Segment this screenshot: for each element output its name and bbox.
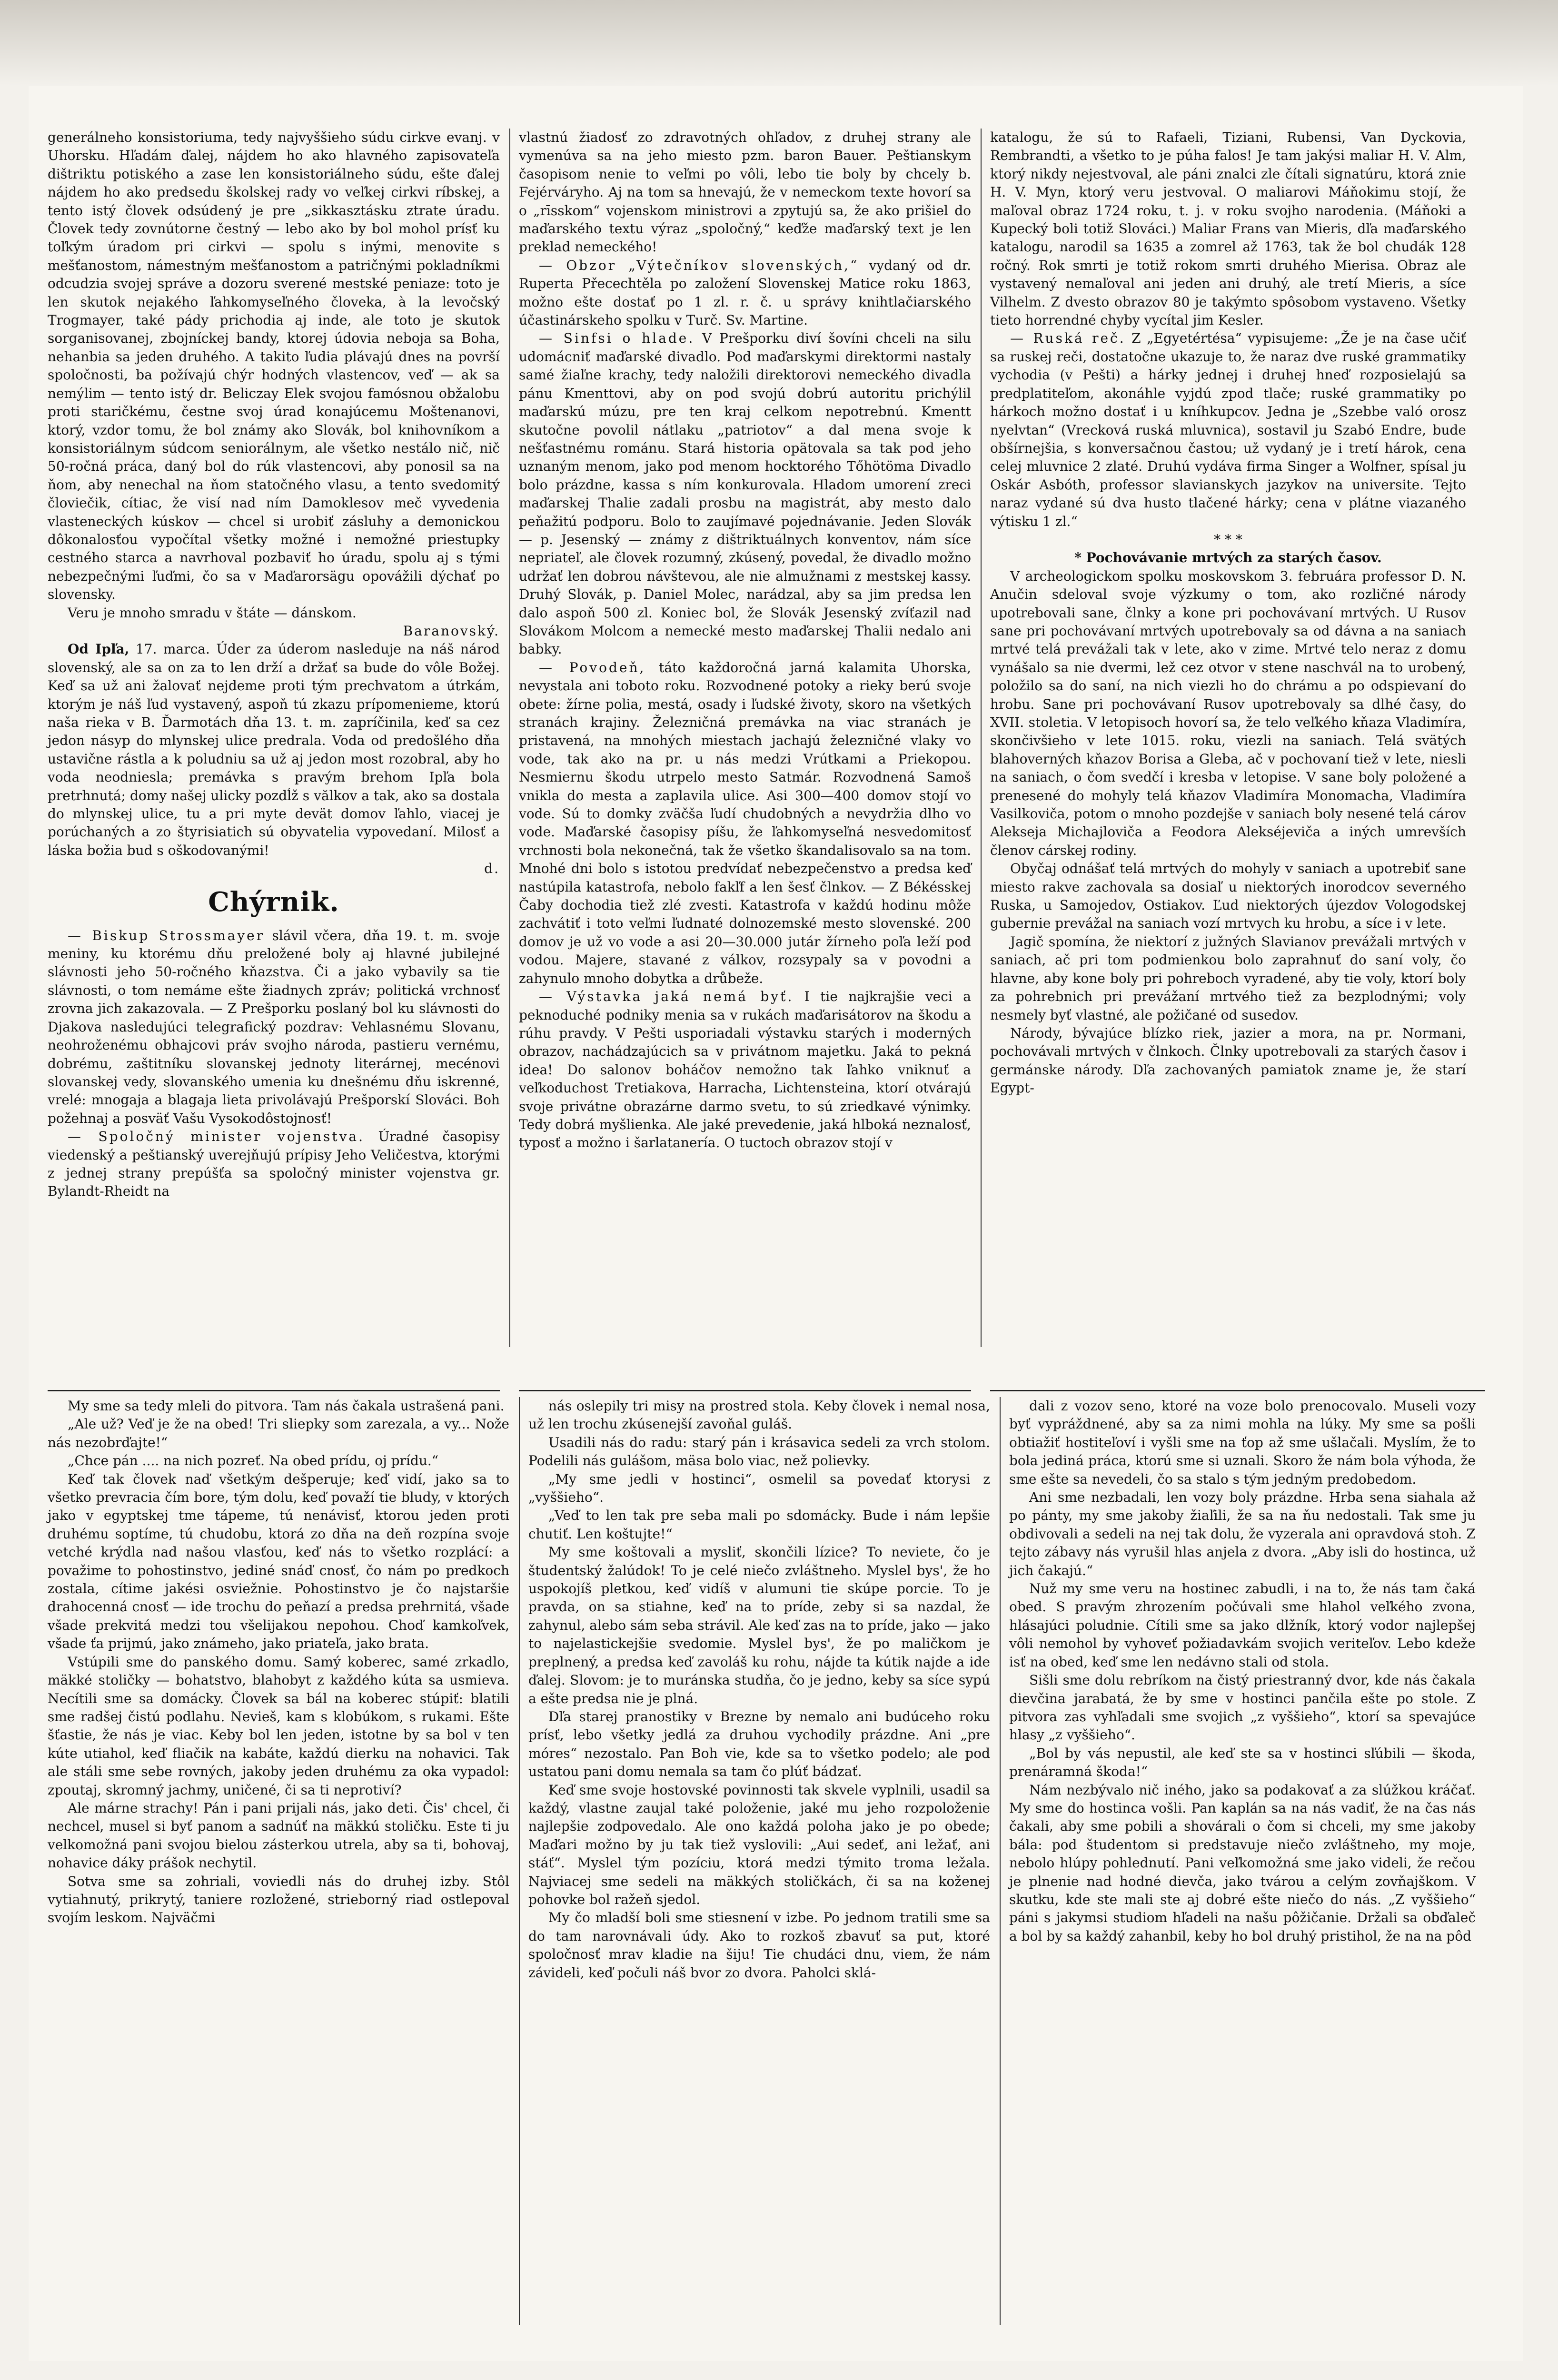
column-2	[519, 129, 971, 1152]
news-lead: — Sinfsi o hlade.	[539, 330, 695, 347]
article-text: V Prešporku diví šovíni chceli na silu udomácniť maďarské divadlo. Pod maďarskymi direktormi nastaly samé žiaľne krachy, tedy naložili direktorovi nemeckého divadla pánu Kmenttovi, aby on pod svojú dobrú autoritu prichýlil maďarskú múzu, pre ten kraj celkom nepotrebnú. Kmentt skutočne povolil nátlaku „patriotov“ a dal mena svoje k nešťastnému románu. Stará historia opätovala sa tak pod jeho uznaným menom, jako pod menom hocktorého Tőhötöma Divadlo bolo prázdne, kassa s ním konkurovala. Hladom umorení zreci maďarskej Thalie zadali prosbu na magistrát, aby mesto dalo peňažitú podporu. Bolo to zaujímavé pojednávanie. Jeden Slovák — p. Jesenský — známy z dištriktuálnych konventov, nám síce nepriateľ, ale človek rozumný, zkúsený, povedal, že divadlo možno udržať len dobrou návštevou, ale nie almužnami z mestskej kassy. Druhý Slovák, p. Daniel Molec, narádzal, aby sa jim predsa len dalo aspoň 500 zl. Koniec bol, že Slovák Jesenský zvíťazil nad Slovákom Molcom a nemecké mesto maďarskej Thalii nedalo ani babky.	[519, 330, 971, 657]
article-text: generálneho konsistoriuma, tedy najvyššieho súdu cirkve evanj. v Uhorsku. Hľadám ďalej, nájdem ho ako hlavného zapisovateľa dištriktu potiského a zase len konsistoriálneho súdu, ešte ďalej nájdem ho ako predsedu školskej rady vo veľkej cirkvi ríbskej, a tento istý človek odsúdený je pre „sikkasztásku ztrate úradu. Človek tedy zovnútorne čestný — lebo ako by bol mohol prísť ku toľkým úradom pri cirkvi — spolu s inými, menovite s mešťanostom, námestným mešťanostom a patričnými pokladníkmi odcudzia svojej správe a dozoru sverené mestské peniaze: toto je len skutok nejakého ľahkomyseľného človeka, à la levočský Trogmayer, také pády prichodia aj inde, ale toto je skutok sorganisovanej, zbojníckej bandy, ktorej údovia neboja sa Boha, nehanbia sa jeden druhého. A takito ľudia plávajú dnes na površí spoločnosti, ba požívajú chýr hodných vlastencov, veď — ak sa nemýlim — tento istý dr. Beliczay Elek svojou famósnou obžalobu proti staričkému, čestne svoj úrad konajúcemu Moštenanovi, ktorý, vzdor tomu, že bol známy ako Slovák, bol knihovníkom a konsistoriálnym súdcom seniorálnym, ale všetko nestálo nič, nič 50-ročná práca, daný bol do rúk vlastencovi, aby ponosil sa na ňom, aby nenechal na ňom statočného vlasu, a tento svedomitý človiečik, cítiac, že visí nad ním Damoklesov meč vyvedenia vlasteneckých kúskov — chcel si urobiť zásluhy a demonickou dôkonalosťou vypočítal všetky možné i nemožné priestupky cestného starca a navrhoval pozbaviť ho úradu, spolu aj s tými nebezpečnými ľuďmi, čo sa v Maďarorsägu opovážili dýchať po slovensky.	[48, 129, 500, 603]
feuilleton-text: Usadili nás do radu: starý pán i krásavica sedeli za vrch stolom. Podelili nás gulášom, mäsa bolo viac, než polievky.	[528, 1434, 990, 1469]
news-item	[48, 927, 500, 1128]
page-top-edge	[0, 0, 1558, 86]
section-divider-stars: * * *	[1214, 531, 1242, 547]
article-text: Z „Egyetértésa“ vypisujeme: „Že je na čase učiť sa ruskej reči, dostatočne ukazuje to, že naraz dve ruské grammatiky vychodia (v Pešti) a hárky jednej i druhej hneď rozposielajú sa predplatiteľom, akonáhle vyjdú zpod tlače; ruské grammatiky po hárkoch možno dostať i u kníhkupcov. Jedna je „Szebbe való orosz nyelvtan“ (Vrecková ruská mluvnica), sostavil ju Szabó Endre, bude obšírnejšia, s konversačnou častou; už vydaný je i tretí hárok, cena celej mluvnice 2 zlaté. Druhú vydáva firma Singer a Wolfner, spísal ju Oskár Asbóth, professor slavianskych jazykov na universite. Tejto naraz vydané sú dva husto tlačené hárky; cena v plátne viazaného výtisku 1 zl.“	[990, 330, 1467, 529]
feuilleton-text: „Bol by vás nepustil, ale keď ste sa v hostinci sľúbili — škoda, prenáramná škoda!“	[1009, 1745, 1476, 1780]
feuilleton-text: „Chce pán .... na nich pozreť. Na obed prídu, oj prídu.“	[68, 1453, 439, 1469]
news-item	[519, 257, 971, 330]
feuilleton-text: Vstúpili sme do panského domu. Samý koberec, samé zrkadlo, mäkké stoličky — bohatstvo, blahobyt z každého kúta sa usmieva. Necítili sme sa domácky. Človek sa bál na koberec stúpiť: blatili sme radšej čistú podlahu. Nevieš, kam s klobúkom, s rukami. Ešte šťastie, že nás je viac. Keby bol len jeden, istotne by sa bol v ten kúte utiahol, keď fliačik na kabáte, každú dierku na nohavici. Tak ale stáli sme sebe rovných, jakoby jeden druhému za oka vypadol: zpoutaj, skromný jachmy, uničené, či sa ti neprotiví?	[48, 1654, 509, 1798]
article-text: I tie najkrajšie veci a peknoduché podniky menia sa v rukách maďarisátorov na škodu a rúhu pravdy. V Pešti usporiadali výstavku starých i moderných obrazov, nachádzajúcich sa v privátnom majetku. Jaká to pekná idea! Do salonov boháčov nemožno tak ľahko vniknuť a veľkoduchost Tretiakova, Harracha, Lichtensteina, ktorí otvárajú svoje privátne obrazárne darmo svetu, to sú zriedkavé výnimky. Tedy dobrá myšlienka. Ale jaké prevedenie, jaká hlboká neznalosť, typosť a možno i šarlatanería. O tuctoch obrazov stojí v	[519, 989, 972, 1151]
article-text: katalogu, že sú to Rafaeli, Tiziani, Rubensi, Van Dyckovia, Rembrandti, a všetko to je púha falos! Je tam jakýsi maliar H. V. Alm, ktorý nikdy nejestvoval, ale páni znalci zle čítali signatúru, ktorá znie H. V. Myn, ktorý veru jestvoval. O maliarovi Máňokimu stojí, že maľoval obraz 1724 roku, t. j. v roku svojho narodenia. (Máňoki a Kupecký boli totiž Slováci.) Maliar Frans van Mieris, dľa maďarského katalogu, narodil sa 1635 a zomrel až 1763, tak že bol chudák 128 ročný. Rok smrti je totiž rokom smrti druhého Mierisa. Obraz ale vystavený nemaľoval ani jeden ani druhý, ale tretí Mieris, a síce Vilhelm. Z dvesto obrazov 80 je takýmto spôsobom vystaveno. Všetky tieto horrendné chyby vycítal jim Kesler.	[990, 129, 1466, 328]
article-text: Veru je mnoho smradu v štáte — dánskom.	[68, 605, 357, 621]
article-heading: * Pochovávanie mrtvých za starých časov.	[1074, 550, 1382, 566]
news-item	[990, 329, 1466, 530]
column-rule	[509, 129, 510, 1347]
signature: Baranovský.	[403, 623, 500, 639]
news-lead: — Výstavka jaká nemá byť.	[539, 989, 794, 1005]
feuilleton-text: Ale márne strachy! Pán i pani prijali nás, jako deti. Čis' chcel, či nechcel, musel si byť panom a sadnúť na mäkkú stoličku. Este ti ju velkomožná pani svojou bielou zásterkou utrela, aby sa ti, bohovaj, nohavice dáky prášok nechytil.	[48, 1800, 509, 1871]
article-text: V archeologickom spolku moskovskom 3. februára professor D. N. Anučin sdeloval svoje výzkumy o tom, ako rozličné národy upotrebovali sane, člnky a kone pri pochovávaní mrtvých. U Rusov sane pri pochovávaní mrtvých upotrebovaly sa od dávna a na saniach mrtvé telá prevážali tak v lete, ako v zime. Mrtvé telo neraz z domu vynášalo sa nie dvermi, lež cez otvor v stene naschvál na to urobený, položilo sa do saní, na nich viezli ho do chrámu a po odspievaní do hrobu. Sane pri pochovávaní Rusov upotrebovaly sa dlhé časy, do XVII. stoletia. V letopisoch hovorí sa, že telo veľkého kňaza Vladimíra, skončivšieho v lete 1015. roku, viezli na saniach. Telá svätých blahoverných kňazov Borisa a Gleba, ač v pochovaní tiež v lete, niesli na saniach, o čom svedčí i kresba v letopise. V sane boly položené a prenesené do mohyly telá kňazov Vladimíra Monomacha, Vladimíra Vasilkoviča, potom o mnoho pozdejše v saniach boly nesené telá cárov Alekseja Michajloviča a Feodora Alekséjeviča a iných umrevších členov cárskej rodiny.	[990, 568, 1466, 858]
dateline: Od Ipľa,	[68, 641, 129, 657]
column-rule	[981, 129, 982, 1347]
feuilleton-text: Nuž my sme veru na hostinec zabudli, i na to, že nás tam čaká obed. S pravým zhrozením počúvali sme hlahol veľkého zvona, hlásajúci poludnie. Cítili sme sa jako dlžník, ktorý vodor najlepšej vôli nemohol by vyhoveť požiadavkám svojich veriteľov. Lebo kdeže isť na obed, keď sme len nedávno stali od stola.	[1009, 1581, 1476, 1670]
article-text: vlastnú žiadosť zo zdravotných ohľadov, z druhej strany ale vymenúva sa na jeho miesto pzm. baron Bauer. Peštianskym časopisom nenie to veľmi po vôli, lebo tie boly by chcely b. Fejérváryho. Aj na tom sa hnevajú, že v nemeckom texte hovorí sa o „rīsskom“ vojenskom ministrovi a zpytujú sa, že ako prišiel do maďarského textu výraz „spoločný,“ keďže maďarský text je len preklad nemeckého!	[519, 129, 971, 255]
feuilleton-text: „Ale už? Veď je že na obed! Tri sliepky som zarezala, a vy... Nože nás nezobrďajte!“	[48, 1416, 509, 1450]
feuilleton-text: dali z vozov seno, ktoré na voze bolo prenocovalo. Museli vozy byť vypráždnené, aby sa za nimi mohla na lúky. My sme sa pošli obtiažiť hostiteľoví i vyšli sme na ťop až sme ušlačali. Myslím, že to bola jediná práca, ktorú sme si uznali. Skoro že nám bola výhoda, že sme ešte sa nevedeli, čo sa stalo s tým jedným predobedom.	[1009, 1398, 1476, 1487]
news-item	[519, 329, 971, 658]
feuilleton-text: nás oslepily tri misy na prostred stola. Keby človek i nemal nosa, už len trochu zkúsenejší zavoňal guláš.	[528, 1398, 990, 1432]
news-lead: — Biskup Strossmayer	[68, 927, 265, 943]
feuilleton-column-3	[1009, 1397, 1476, 1945]
feuilleton-text: Dľa starej pranostiky v Brezne by nemalo ani budúceho roku prísť, lebo všetky jedlá za druhou vychodily prázdne. Ani „pre móres“ nezostalo. Pan Boh vie, kde sa to všetko podelo; ale pod ustatou pani domu nemala sa tam čo plúť bádzať.	[528, 1708, 990, 1780]
feuilleton-text: My čo mladší boli sme stiesnení v izbe. Po jednom tratili sme sa do tam narovnávali údy. Ako to rozkoš zbavuť sa put, ktoré spoločnosť mrav kladie na šiju! Tie chudáci dnu, viem, že nám závideli, keď počuli náš bvor zo dvora. Paholci sklá-	[528, 1910, 990, 1981]
feuilleton-text: My sme koštovali a mysliť, skončili lízice? To neviete, čo je študentský žalúdok! To je celé niečo zvláštneho. Myslel bys', že ho uspokojíš pletkou, keď vidíš v alumuni tie skúpe porcie. To je pravda, on sa stiahne, keď na to príde, zeby si sa nazdal, že zahynul, alebo sám seba strávil. Ale keď zas na to príde, jako — jako to najelastickejšie svedomie. Myslel bys', že po maličkom je preplnený, a predsa keď zavoláš ku rohu, nájde ta kútik najde a ide ďalej. Slovom: je to muránska studňa, čo je jedno, keby sa síce sypú a ešte predsa nie je plná.	[528, 1544, 990, 1706]
feuilleton-text: „Veď to len tak pre seba mali po sdomácky. Bude i nám lepšie chutiť. Len koštujte!“	[528, 1507, 990, 1542]
column-rule	[519, 1397, 520, 2325]
news-item	[519, 988, 971, 1152]
news-lead: — Ruská reč.	[1010, 330, 1126, 347]
feuilleton-rule	[990, 1390, 1485, 1391]
feuilleton-text: Sotva sme sa zohriali, voviedli nás do druhej izby. Stôl vytiahnutý, prikrytý, taniere rozložené, strieborný riad ostlepoval svojím leskom. Najväčmi	[48, 1873, 509, 1926]
feuilleton-text: „My sme jedli v hostinci“, osmelil sa povedať ktorysi z „vyššieho“.	[528, 1471, 990, 1506]
feuilleton-text: Keď tak človek naď všetkým dešperuje; keď vidí, jako sa to všetko prevracia čím bore, tým dolu, keď považí tie bludy, v ktorých jako v egyptskej tme tápeme, tú nenávisť, ktorou jeden proti druhému soptíme, tú chudobu, ktorá zo dňa na deň rozpína svoje vetché krýdla nad našou vlasťou, keď nás to všetko rozplácí: a považime to pohostinstvo, jediné snáď cnosť, čo nám po predkoch zostala, cítime jakési osviežnie. Pohostinstvo je čo najstaršie drahocenná cnosť — ide trochu do peňazí a predsa prehrnitá, všade všade prekvitá medzi tou všelijakou nepohou. Choď kamkoľvek, všade ťa prijmú, jako známeho, jako priateľa, jako brata.	[48, 1471, 509, 1652]
article-text: Úradné časopisy viedenský a peštianský uverejňujú prípisy Jeho Veličestva, ktorými z jednej strany prepúšťa sa spoločný minister vojenstva gr. Bylandt-Rheidt na	[48, 1129, 500, 1200]
section-heading: Chýrnik.	[208, 886, 339, 918]
news-item	[519, 659, 971, 988]
article-text: slávil včera, dňa 19. t. m. svoje meniny, ku ktorému dňu preložené boly aj hlavné jubilejné slávnosti jeho 50-ročného kňazstva. Či a jako vybavily sa tie slávnosti, o tom nemáme ešte žiadnych zpráv; politická vrchnosť zrovna jich zakazovala. — Z Prešporku poslaný bol ku slávnosti do Djakova nasledujúci telegrafický pozdrav: Vehlasnému Slovanu, neohroženému obhajcovi práv svojho národa, pastieru vernému, dobrému, zaštitníku slovanskej jednoty literárnej, mecénovi slovanskej vedy, slovanského umenia ku dnešnému dňu iskrenné, vrelé: mnogaja a blagaja lieta privolávajú Prešporskí Slováci. Boh požehnaj a posväť Vašu Vysokodôstojnosť!	[48, 927, 500, 1126]
column-rule	[1000, 1397, 1001, 2325]
article-text: vydaný od dr. Ruperta Přecechtěla po založení Slovenskej Matice roku 1863, možno ešte dostať po 1 zl. r. č. u správy knihtlačiarského účastinárskeho spolku v Turč. Sv. Martine.	[519, 257, 971, 328]
feuilleton-text: Ani sme nezbadali, len vozy boly prázdne. Hrba sena siahala až po pánty, my sme jakoby žiaľili, že sa na ňu nedostali. Tak sme ju obdivovali a sedeli na nej tak dolu, že vyzerala ani opravdová stoh. Z tejto zábavy nás vyrušil hlas anjela z dvora. „Aby isli do hostinca, už jich čakajú.“	[1009, 1489, 1476, 1578]
feuilleton-text: Sišli sme dolu rebríkom na čistý priestranný dvor, kde nás čakala dievčina jarabatá, že by sme v hostinci pančila ešte po stole. Z pitvora zas vyhľadali sme svojich „z vyššieho“, ktorí sa spevajúce hlasy „z vyššieho“.	[1009, 1672, 1476, 1743]
article-text	[48, 640, 500, 860]
article-text: Jagič spomína, že niektorí z južných Slavianov prevážali mrtvých v saniach, ač pri tom podmienkou bolo zaprahnuť do saní voly, čo hlavne, aby kone boly pri pohreboch vyradené, aby tie voly, ktorí boly za pohrebnich pri prevážaní mrtvého tiež za bezplodnými; voly nesmely byť vlastné, ale požičané od susedov.	[990, 933, 1466, 1023]
feuilleton-rule	[519, 1390, 971, 1391]
article-text: Národy, bývajúce blízko riek, jazier a mora, na pr. Normani, pochovávali mrtvých v člnkoch. Člnky upotrebovali za starých časov i germánske národy. Dľa zachovaných pamiatok zname je, že starí Egypt-	[990, 1025, 1466, 1096]
feuilleton-text: My sme sa tedy mleli do pitvora. Tam nás čakala ustrašená pani.	[68, 1398, 505, 1414]
news-lead: — Povodeň,	[539, 659, 646, 675]
article-text: Obyčaj odnášať telá mrtvých do mohyly v saniach a upotrebiť sane miesto rakve zachovala sa dosiaľ u niektorých inorodcov severného Ruska, u Samojedov, Ostiakov. Ľud niektorých újezdov Vologodskej gubernie prevážal na saniach vozí mrtvych ku hrobu, a síce i v lete.	[990, 861, 1466, 932]
feuilleton-column-1	[48, 1397, 509, 1927]
feuilleton-rule	[48, 1390, 500, 1391]
news-lead: — Obzor „Výtečníkov slovenských,“	[539, 257, 859, 273]
article-text: táto každoročná jarná kalamita Uhorska, nevystala ani toboto roku. Rozvodnené potoky a rieky berú svoje obete: žírne polia, mestá, osady i ľudské životy, skoro na všetkých stranách krajiny. Železničná premávka na viac stranách je pristavená, na mnohých miestach jachajú železničné vlaky vo vode, tak ako na pr. u nás medzi Vrútkami a Priekopou. Nesmiernu škodu utrpelo mesto Satmár. Rozvodnená Samoš vnikla do mesta a zaplavila ulice. Asi 300—400 domov stojí vo vode. Sú to domky zväčša ľudí chudobných a nevydržia dlho vo vode. Maďarské časopisy píšu, že ľahkomyseľná nesvedomitosť vrchnosti bola nekonečná, tak že všetko škandalisovalo sa na tom. Mnohé dni bolo s istotou predvídať nebezpečenstvo a predsa keď nastúpila katastrofa, nebolo fakľf a len šesť člnkov. — Z Békésskej Čaby dochodia tiež zlé zvesti. Katastrofa v každú hodinu môže zachvátiť i toto veľmi ľudnaté dolnozemské mesto slovenské. 200 domov je už vo vode a asi 20—30.000 jutár žírneho poľa leží pod vodou. Majere, stavané z válkov, rozsypaly sa v povodni a zahynulo mnoho dobytka a drůbeže.	[519, 659, 971, 986]
feuilleton-text: Keď sme svoje hostovské povinnosti tak skvele vyplnili, usadil sa každý, vlastne zaujal také položenie, jaké mu jeho rozpoloženie najlepšie zodpovedalo. Ale ono každá poloha jako je po obede; Maďari možno by ju tak tiež vyslovili: „Aui sedeť, ani ležať, ani stáť“. Myslel tým pozíciu, ktorá medzi týmito troma ležala. Najviacej sme sedeli na mäkkých stoličkách, či sa na koženej pohovke bol ražeň sjedol.	[528, 1782, 990, 1907]
article-text: 17. marca. Úder za úderom nasleduje na náš národ slovenský, ale sa on za to len drží a držať sa bude do vôle Božej. Keď sa už ani žalovať nejdeme proti tým prechvatom a útrkám, ktorým je náš ľud vystavený, aspoň tú zkazu prípomenieme, ktorú naša rieka v B. Ďarmotách dňa 13. t. m. zapríčinila, keď sa cez jedon násyp do mlynskej ulice predrala. Voda od predošlého dňa ustavične rástla a k poludniu sa už aj jedon most rozobral, aby ho voda neodniesla; premávka s pravým brehom Ipľa bola pretrhnutá; domy našej ulicky pozdĺž s vălkov a tak, ako sa dostala do mlynskej ulice, tu a pri myte devät domov ľahlo, viacej je porúchaných a zo štyrisiatich sú obyvatelia vypovedaní. Milosť a láska božia bud s oškodovanými!	[48, 641, 500, 858]
news-lead: — Spoločný minister vojenstva.	[68, 1129, 365, 1145]
feuilleton-text: Nám nezbývalo nič iného, jako sa podakovať a za slúžkou kráčať. My sme do hostinca vošli. Pan kaplán sa na nás vadiť, že na čas nás čakali, aby sme pobili a shovárali o čom si chceli, my sme jakoby bála: pod študentom si predstavuje niečo zvláštneho, my moje, nebolo hlúpy pohlednutí. Pani veľkomožná sme jako videli, že rečou je plnenie nad hodné dievča, jako tvárou a celým zovňajškom. V skutku, kde ste mali ste aj dobré ešte niečo do nás. „Z vyššieho“ páni s jakymsi studiom hľadeli na našu pôžičanie. Držali sa obďaleč a bol by sa každý zahanbil, keby ho bol druhý pristihol, že na na pôd	[1009, 1782, 1476, 1944]
news-item	[48, 1128, 500, 1201]
column-1	[48, 129, 500, 1201]
signature: d.	[484, 861, 500, 877]
column-3	[990, 129, 1466, 1098]
newspaper-page	[29, 86, 1523, 2361]
feuilleton-column-2	[528, 1397, 990, 1982]
